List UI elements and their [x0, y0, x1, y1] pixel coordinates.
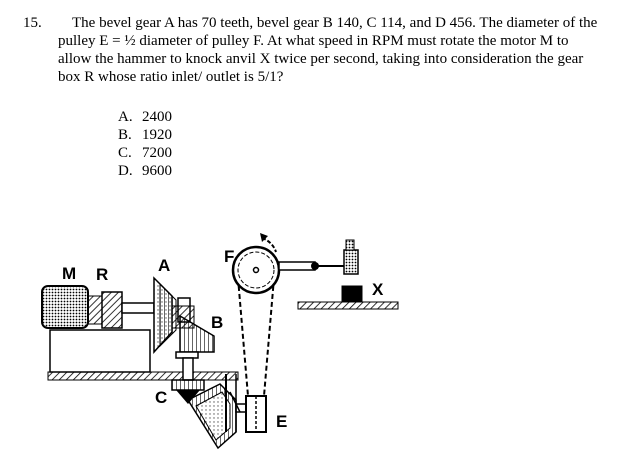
label-m: M [62, 264, 77, 283]
pulley-e [246, 396, 266, 432]
anvil-x [342, 286, 362, 302]
choice-value: 7200 [142, 145, 172, 161]
gear-train-diagram [0, 200, 630, 452]
choice-c[interactable] [118, 144, 172, 162]
choice-value: 9600 [142, 163, 172, 179]
label-c: C [155, 388, 168, 407]
pulley-f [233, 233, 279, 293]
bevel-gear-d [188, 384, 248, 448]
hammer-head [344, 250, 358, 274]
label-b: B [211, 313, 224, 332]
machine-base [50, 330, 150, 372]
choice-b[interactable] [118, 126, 172, 144]
floor-hatch [48, 372, 238, 380]
choice-letter: A. [118, 109, 133, 125]
question-text: The bevel gear A has 70 teeth, bevel gear B 140, C 114, and D 456. The diameter of the pulley E = ½ diameter of pulley F. At what speed in RPM must rotate the motor M to allow the hammer to knock anvil X twice per second, taking into consideration the gear box R whose ratio inlet/ outlet is 5/1? [58, 15, 598, 85]
answer-choices [118, 108, 172, 180]
choice-value: 1920 [142, 127, 172, 143]
choice-letter: C. [118, 145, 132, 161]
hammer-mechanism [279, 240, 358, 274]
choice-a[interactable] [118, 108, 172, 126]
bevel-gear-b [172, 298, 214, 358]
gearbox-r [102, 292, 154, 328]
label-x: X [372, 280, 384, 299]
label-e: E [276, 412, 288, 431]
label-r: R [96, 265, 109, 284]
motor-m [42, 286, 102, 328]
belt [238, 278, 274, 396]
choice-value: 2400 [142, 109, 172, 125]
choice-d[interactable] [118, 162, 172, 180]
choice-letter: B. [118, 127, 132, 143]
label-a: A [158, 256, 171, 275]
choice-letter: D. [118, 163, 133, 179]
label-f: F [224, 247, 235, 266]
question-number: 15. [23, 15, 42, 31]
anvil-floor-hatch [298, 302, 398, 309]
